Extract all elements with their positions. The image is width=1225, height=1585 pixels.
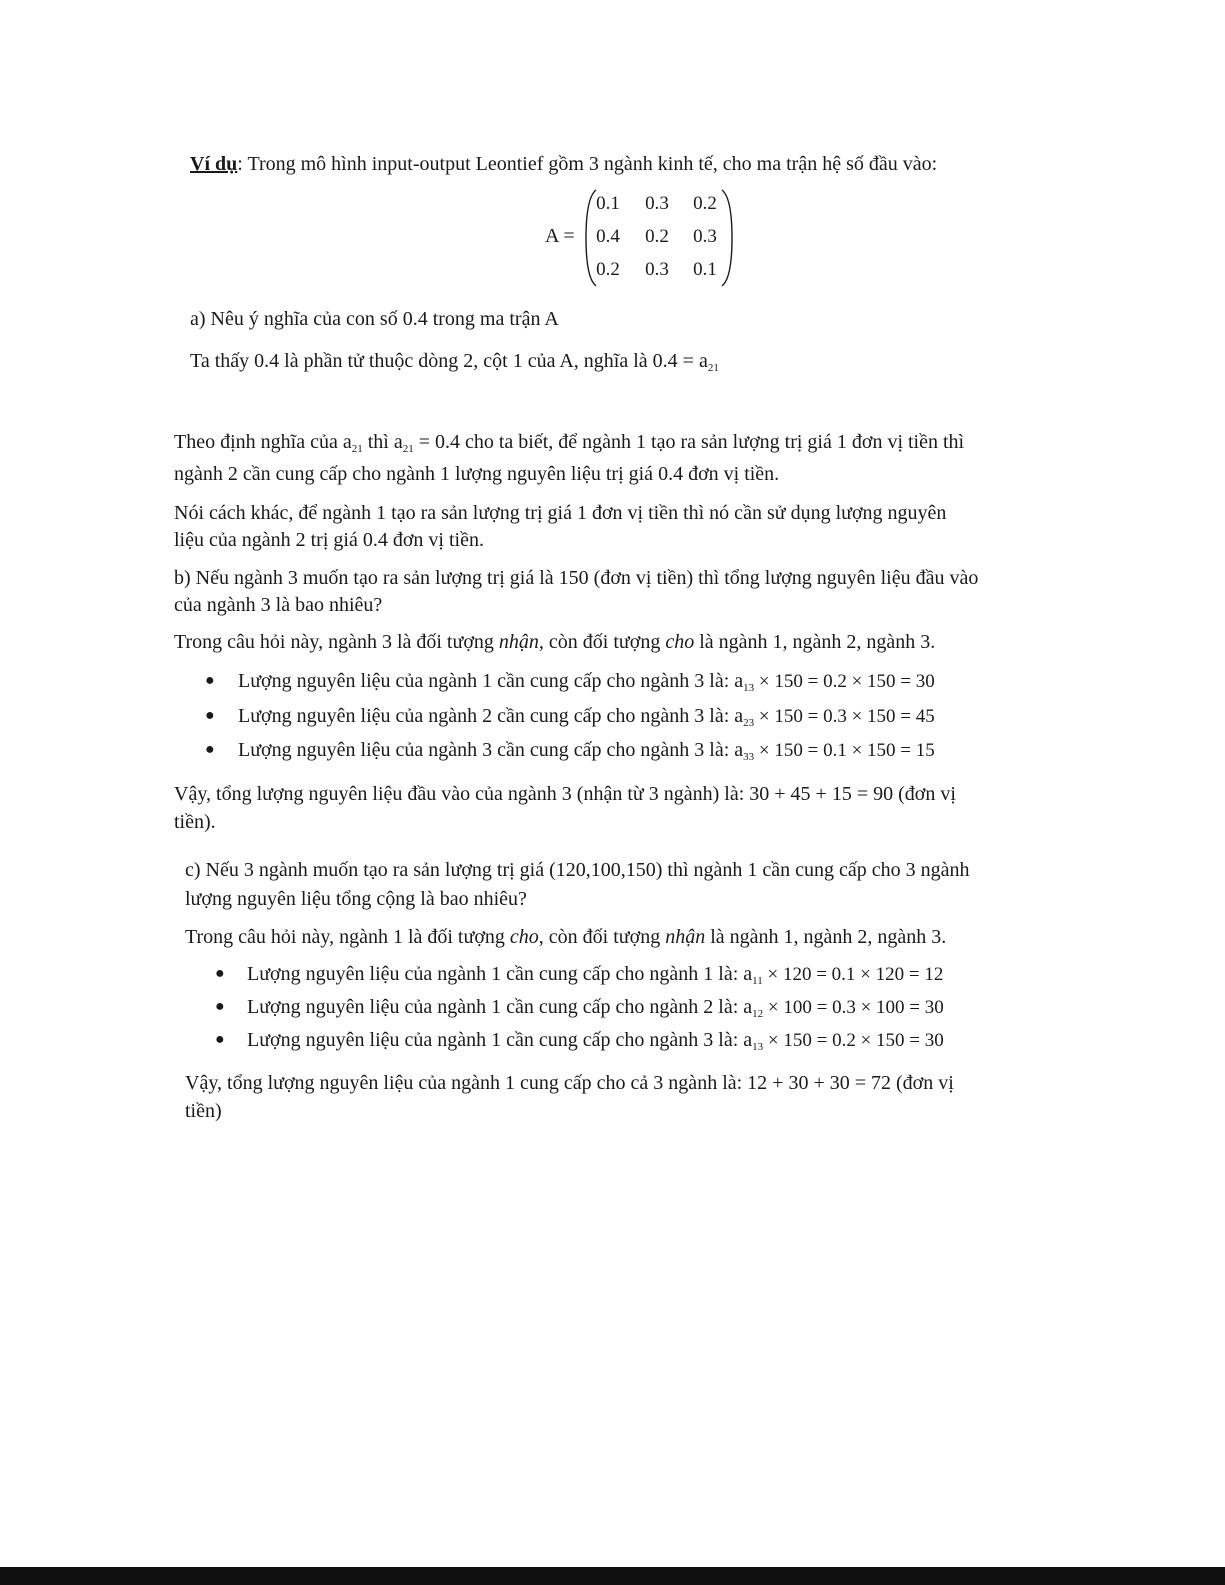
item-text: Lượng nguyên liệu của ngành 1 cần cung cấp cho ngành 3 là: a bbox=[238, 670, 744, 692]
subscript: 33 bbox=[743, 751, 755, 763]
item-calc: × 150 = 0.1 × 150 = 15 bbox=[754, 740, 935, 761]
part-c-intro bbox=[185, 925, 946, 949]
part-b-conclusion-line2: tiền). bbox=[174, 811, 216, 833]
matrix-cell: 0.3 bbox=[693, 226, 717, 247]
part-c-conclusion-line1: Vậy, tổng lượng nguyên liệu của ngành 1 cung cấp cho cả 3 ngành là: 12 + 30 + 30 = 72 (đơn vị bbox=[185, 1072, 954, 1094]
item-text: Lượng nguyên liệu của ngành 1 cần cung cấp cho ngành 3 là: a bbox=[247, 1029, 753, 1051]
item-calc: × 150 = 0.2 × 150 = 30 bbox=[763, 1030, 944, 1051]
item-calc: × 150 = 0.2 × 150 = 30 bbox=[754, 671, 935, 692]
list-item bbox=[247, 962, 943, 987]
part-c-question-line1: c) Nếu 3 ngành muốn tạo ra sản lượng trị giá (120,100,150) thì ngành 1 cần cung cấp cho 3 ngành bbox=[185, 859, 970, 881]
matrix-name: A = bbox=[545, 225, 575, 247]
matrix-cell: 0.3 bbox=[645, 259, 669, 280]
intro-text: là ngành 1, ngành 2, ngành 3. bbox=[705, 926, 947, 948]
bullet-icon: ● bbox=[215, 965, 225, 982]
intro-text: Trong câu hỏi này, ngành 1 là đối tượng bbox=[185, 926, 510, 948]
page-bottom-edge bbox=[0, 1567, 1225, 1585]
emphasis: nhận bbox=[665, 926, 706, 948]
part-a-meaning-line1 bbox=[174, 430, 964, 454]
list-item bbox=[247, 1028, 944, 1053]
item-calc: × 150 = 0.3 × 150 = 45 bbox=[754, 706, 935, 727]
part-b-intro bbox=[174, 630, 935, 654]
observation-text: Ta thấy 0.4 là phần tử thuộc dòng 2, cột 1 của A, nghĩa là 0.4 = a bbox=[190, 350, 708, 372]
item-calc: × 120 = 0.1 × 120 = 12 bbox=[762, 964, 944, 985]
subscript: 21 bbox=[707, 362, 719, 374]
intro-text: , còn đối tượng bbox=[538, 926, 666, 948]
list-item bbox=[238, 704, 935, 729]
subscript: 23 bbox=[743, 717, 755, 729]
item-text: Lượng nguyên liệu của ngành 1 cần cung cấp cho ngành 1 là: a bbox=[247, 963, 753, 985]
item-text: Lượng nguyên liệu của ngành 2 cần cung cấp cho ngành 3 là: a bbox=[238, 705, 744, 727]
matrix-cell: 0.1 bbox=[693, 259, 717, 280]
part-b-question-line1: b) Nếu ngành 3 muốn tạo ra sản lượng trị giá là 150 (đơn vị tiền) thì tổng lượng nguyên liệu đầu vào bbox=[174, 567, 979, 589]
example-label: Ví dụ bbox=[190, 153, 238, 175]
matrix-cell: 0.2 bbox=[693, 193, 717, 214]
matrix-cell: 0.3 bbox=[645, 193, 669, 214]
part-c-conclusion-line2: tiền) bbox=[185, 1100, 222, 1122]
subscript: 11 bbox=[752, 975, 763, 987]
bullet-icon: ● bbox=[215, 998, 225, 1015]
bullet-icon: ● bbox=[205, 707, 215, 724]
emphasis: cho bbox=[665, 631, 695, 653]
list-item bbox=[238, 738, 935, 763]
bullet-icon: ● bbox=[205, 741, 215, 758]
intro-text: : Trong mô hình input-output Leontief gồm 3 ngành kinh tế, cho ma trận hệ số đầu vào: bbox=[237, 153, 938, 175]
item-text: Lượng nguyên liệu của ngành 3 cần cung cấp cho ngành 3 là: a bbox=[238, 739, 744, 761]
list-item bbox=[247, 995, 944, 1020]
part-c-question-line2: lượng nguyên liệu tổng cộng là bao nhiêu? bbox=[185, 888, 527, 910]
part-b-question-line2: của ngành 3 là bao nhiêu? bbox=[174, 594, 383, 616]
intro-text: là ngành 1, ngành 2, ngành 3. bbox=[694, 631, 936, 653]
intro-text: , còn đối tượng bbox=[538, 631, 666, 653]
subscript: 12 bbox=[752, 1008, 764, 1020]
part-a-observation bbox=[190, 349, 719, 373]
matrix-cell: 0.2 bbox=[645, 226, 669, 247]
subscript: 21 bbox=[402, 443, 414, 455]
matrix-cell: 0.1 bbox=[596, 193, 620, 214]
matrix-cell: 0.4 bbox=[596, 226, 620, 247]
emphasis: cho bbox=[509, 926, 539, 948]
meaning-text: = 0.4 cho ta biết, để ngành 1 tạo ra sản lượng trị giá 1 đơn vị tiền thì bbox=[413, 431, 965, 453]
part-a-other-line1: Nói cách khác, để ngành 1 tạo ra sản lượng trị giá 1 đơn vị tiền thì nó cần sử dụng lượng nguyên bbox=[174, 502, 947, 524]
subscript: 13 bbox=[743, 682, 755, 694]
item-text: Lượng nguyên liệu của ngành 1 cần cung cấp cho ngành 2 là: a bbox=[247, 996, 753, 1018]
part-b-conclusion-line1: Vậy, tổng lượng nguyên liệu đầu vào của ngành 3 (nhận từ 3 ngành) là: 30 + 45 + 15 = 90 (đơn vị bbox=[174, 783, 956, 805]
part-a-meaning-line2: ngành 2 cần cung cấp cho ngành 1 lượng nguyên liệu trị giá 0.4 đơn vị tiền. bbox=[174, 463, 780, 485]
subscript: 13 bbox=[752, 1041, 764, 1053]
list-item bbox=[238, 669, 935, 694]
bullet-icon: ● bbox=[215, 1031, 225, 1048]
meaning-text: thì a bbox=[362, 431, 403, 453]
meaning-text: Theo định nghĩa của a bbox=[174, 431, 352, 453]
part-a-question: a) Nêu ý nghĩa của con số 0.4 trong ma trận A bbox=[190, 308, 559, 330]
emphasis: nhận bbox=[498, 631, 539, 653]
part-a-other-line2: liệu của ngành 2 trị giá 0.4 đơn vị tiền. bbox=[174, 529, 484, 551]
matrix-cell: 0.2 bbox=[596, 259, 620, 280]
intro-text: Trong câu hỏi này, ngành 3 là đối tượng bbox=[174, 631, 499, 653]
bullet-icon: ● bbox=[205, 672, 215, 689]
item-calc: × 100 = 0.3 × 100 = 30 bbox=[763, 997, 944, 1018]
subscript: 21 bbox=[351, 443, 363, 455]
intro-line bbox=[190, 152, 937, 176]
